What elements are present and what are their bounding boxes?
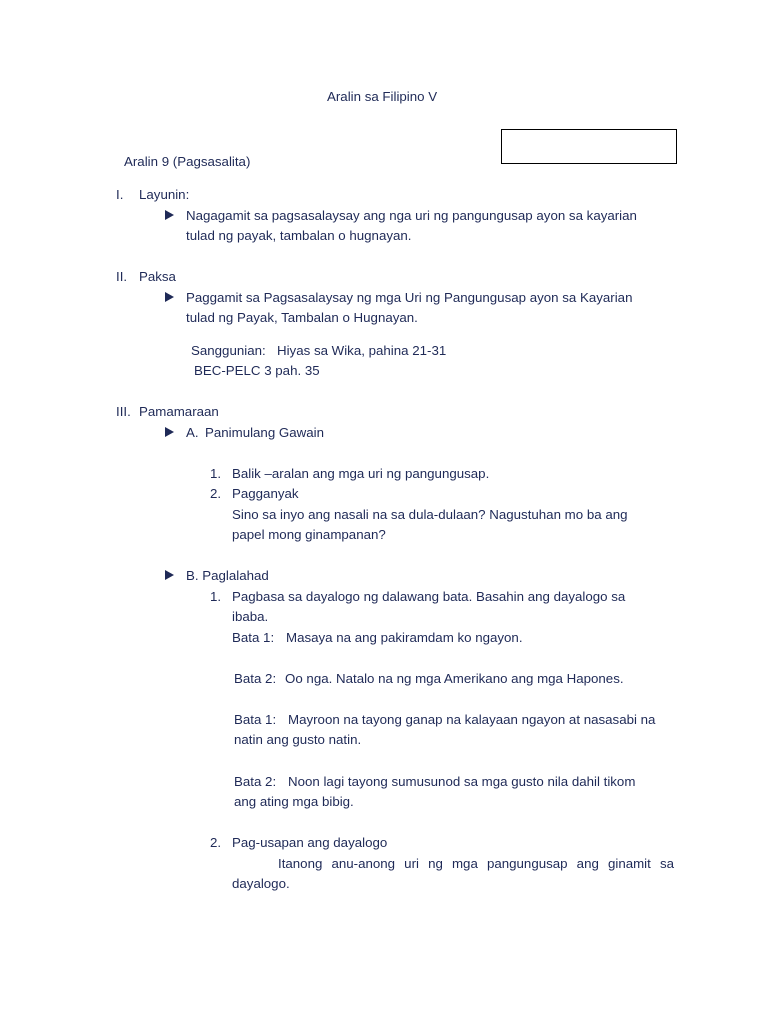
partA-letter: A. (186, 425, 199, 440)
dialogue-speaker: Bata 1: (232, 630, 275, 645)
reference-secondary: BEC-PELC 3 pah. 35 (194, 363, 320, 378)
partA-item2-text: Pagganyak (232, 486, 299, 501)
reference-label: Sanggunian: (191, 343, 266, 358)
section1-heading: Layunin: (139, 187, 190, 202)
partB-item2-number: 2. (210, 835, 222, 850)
section3-number: III. (116, 404, 131, 419)
arrow-bullet-icon (165, 292, 174, 302)
partB-item2-line1: Itanong anu-anong uri ng mga pangungusap ang ginamit sa (278, 856, 674, 871)
partA-item1-number: 1. (210, 466, 222, 481)
partA-item1-text: Balik –aralan ang mga uri ng pangungusap. (232, 466, 490, 481)
page-title: Aralin sa Filipino V (327, 89, 438, 104)
section1-bullet-line1: Nagagamit sa pagsasalaysay ang nga uri ng pangungusap ayon sa kayarian (186, 208, 637, 223)
section2-bullet-line2: tulad ng Payak, Tambalan o Hugnayan. (186, 310, 418, 325)
partB-label: B. Paglalahad (186, 568, 269, 583)
partB-item1-number: 1. (210, 589, 222, 604)
dialogue-line: Mayroon na tayong ganap na kalayaan ngayon at nasasabi na (288, 712, 656, 727)
partB-item2-line2: dayalogo. (232, 876, 290, 891)
section2-number: II. (116, 269, 128, 284)
partA-question-line2: papel mong ginampanan? (232, 527, 386, 542)
arrow-bullet-icon (165, 570, 174, 580)
dialogue-line-continued: ang ating mga bibig. (234, 794, 354, 809)
dialogue-speaker: Bata 2: (234, 671, 277, 686)
dialogue-speaker: Bata 1: (234, 712, 277, 727)
arrow-bullet-icon (165, 427, 174, 437)
dialogue-speaker: Bata 2: (234, 774, 277, 789)
arrow-bullet-icon (165, 210, 174, 220)
partA-question-line1: Sino sa inyo ang nasali na sa dula-dulaan? Nagustuhan mo ba ang (232, 507, 628, 522)
partB-item1-line1: Pagbasa sa dayalogo ng dalawang bata. Basahin ang dayalogo sa (232, 589, 626, 604)
dialogue-line: Noon lagi tayong sumusunod sa mga gusto nila dahil tikom (288, 774, 636, 789)
section1-number: I. (116, 187, 124, 202)
score-box (501, 129, 677, 164)
lesson-title: Aralin 9 (Pagsasalita) (124, 154, 251, 169)
dialogue-line: Masaya na ang pakiramdam ko ngayon. (286, 630, 523, 645)
reference-value: Hiyas sa Wika, pahina 21-31 (277, 343, 447, 358)
section2-bullet-line1: Paggamit sa Pagsasalaysay ng mga Uri ng Pangungusap ayon sa Kayarian (186, 290, 633, 305)
section1-bullet-line2: tulad ng payak, tambalan o hugnayan. (186, 228, 412, 243)
partB-item2-label: Pag-usapan ang dayalogo (232, 835, 388, 850)
partB-item1-line2: ibaba. (232, 609, 269, 624)
dialogue-line-continued: natin ang gusto natin. (234, 732, 362, 747)
partA-label: Panimulang Gawain (205, 425, 325, 440)
dialogue-line: Oo nga. Natalo na ng mga Amerikano ang mga Hapones. (285, 671, 624, 686)
partA-item2-number: 2. (210, 486, 222, 501)
section3-heading: Pamamaraan (139, 404, 219, 419)
section2-heading: Paksa (139, 269, 176, 284)
